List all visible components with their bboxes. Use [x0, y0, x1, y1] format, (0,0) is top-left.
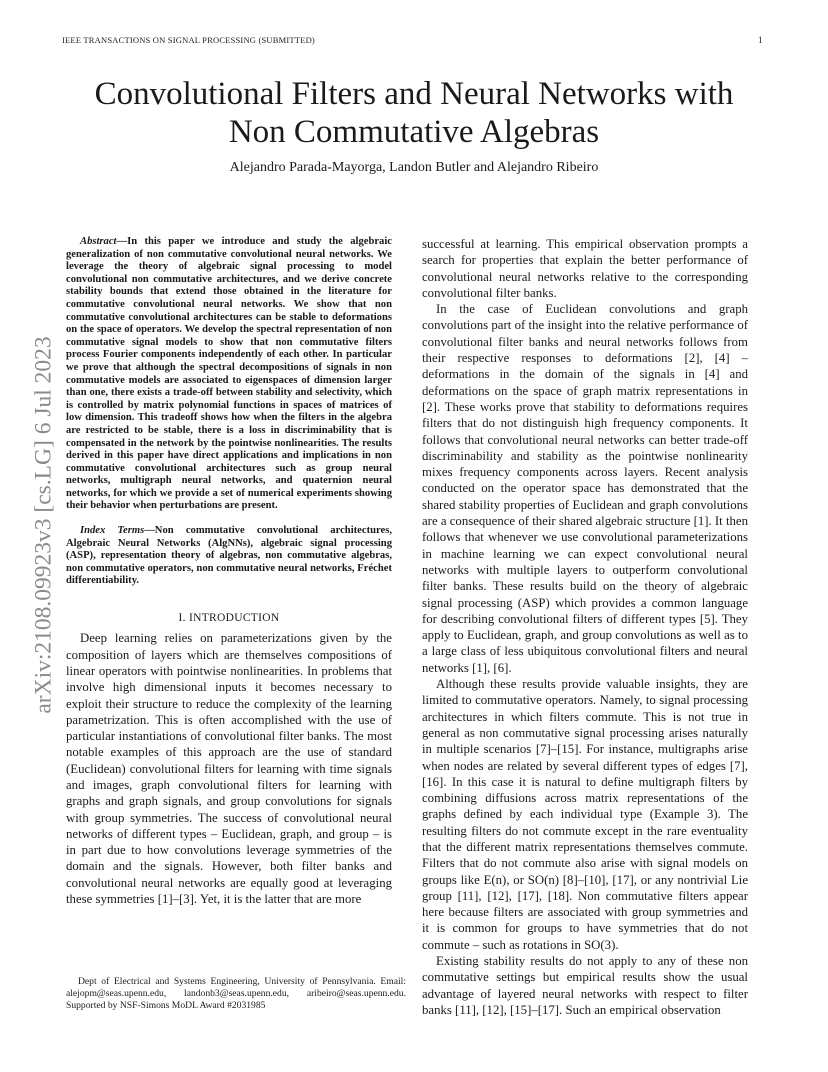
arxiv-sidebar	[30, 300, 58, 750]
title-line-2: Non Commutative Algebras	[228, 114, 600, 150]
intro-paragraph-5: Existing stability results do not apply to any of these non commutative settings but empirical results show the usual advantage of layered neural networks with respect to filter banks [11], [12], [15]–[17]. Such an empirical observation	[422, 954, 748, 1017]
intro-paragraph-3: In the case of Euclidean convolutions and graph convolutions part of the insight into the relative performance of convolutional filter banks and neural networks follows from their respective responses to deformations [2], [4] – deformations in the domain of the signals in [4] and deformations on the space of graph matrix representations in [2]. These works prove that stability to deformations requires filters that do not distinguish high frequency components. It follows that convolutional neural networks can better trade-off discriminability and stability as the pointwise nonlinearity mixes frequency components across layers. Recent analysis conducted on the operator space has demonstrated that the shared stability properties of Euclidean and graph convolutions are a consequence of their shared algebraic structure [1]. It then follows that whenever we use convolutional parameterizations in machine learning we can expect convolutional neural networks with multiple layers to outperform convolutional filter banks. These results build on the theory of algebraic signal processing (ASP) which provides a common language for describing convolutional filters of different types [5]. They apply to Euclidean, graph, and group convolutions as well as to a large class of less ubiquitous convolutional filters and neural networks [1], [6].	[422, 302, 748, 675]
intro-paragraph-1: Deep learning relies on parameterizations given by the composition of layers which are themselves compositions of linear operators with pointwise nonlinearities. In problems that involve high dimensional inputs it becomes necessary to exploit their structure to reduce the complexity of the learning parametrization. This is often accomplished with the use of particular instantiations of convolutional filter banks. The most notable examples of this approach are the use of standard (Euclidean) convolutional filters for learning with time signals and images, graph convolutional filters for learning with graphs and graph signals, and group convolutions for signals with group symmetries. The success of convolutional neural networks of different types – Euclidean, graph, and group – is in part due to how convolutions leverage symmetries of the domain and the signals. However, both filter banks and convolutional neural networks are equally good at leveraging these symmetries [1]–[3]. Yet, it is the latter that are more	[66, 631, 392, 907]
footnote: Dept of Electrical and Systems Engineering, University of Pennsylvania. Email: alejopm@seas.upenn.edu, landonb3@seas.upenn.edu, aribeiro@seas.upenn.edu. Supported by NSF-Simons MoDL Award #2031985	[66, 976, 406, 1011]
page-number: 1	[758, 35, 763, 45]
abstract: Abstract—In this paper we introduce and study the algebraic generalization of non commutative convolutional neural networks. We leverage the theory of algebraic signal processing to model convolutional non commutative architectures, and we derive concrete stability bounds that extend those obtained in the literature for commutative convolutional neural networks. We show that non commutative convolutional architectures can be stable to deformations on the space of operators. We develop the spectral representation of non commutative signal models to show that non commutative filters process Fourier components independently of each other. In particular we prove that although the spectral decompositions of signals in non commutative models are associated to eigenspaces of dimension larger than one, there exists a trade-off between stability and selectivity, which is controlled by matrix polynomial functions in spaces of matrices of low dimension. This tradeoff shows how when the filters in the algebra are restricted to be stable, there is a loss in discriminability that is compensated in the network by the pointwise nonlinearities. The results derived in this paper have direct applications and implications in non commutative convolutional architectures such as group neural networks, multigraph neural networks, and quaternion neural networks, for which we provide a set of numerical experiments showing their behavior when perturbations are present.	[66, 236, 392, 512]
intro-paragraph-2: successful at learning. This empirical observation prompts a search for properties that explain the better performance of convolutional neural networks relative to the corresponding convolutional filter banks.	[422, 237, 748, 300]
intro-paragraph-4: Although these results provide valuable insights, they are limited to commutative operators. Namely, to signal processing architectures in which filters commute. This is not true in general as non commutative signal processing arises naturally in multiple scenarios [7]–[15]. For instance, multigraphs arise when nodes are related by several different types of edges [7], [16]. In this case it is natural to define multigraph filters by combining diffusions across matrix representations of the graphs defined by each individual type (Example 3). The resulting filters do not commute except in the rare eventuality that the different matrix representations themselves commute. Filters that do not commute also arise with signal models on groups like E(n), or SO(n) [8]–[10], [17], or any nontrivial Lie group [11], [12], [17], [18]. Non commutative filters appear here because filters are associated with group symmetries and it is common for groups to have symmetries that do not commute – such as rotations in SO(3).	[422, 677, 748, 952]
section-heading: I. INTRODUCTION	[178, 612, 280, 625]
paper-title	[60, 75, 768, 151]
author-list: Alejandro Parada-Mayorga, Landon Butler and Alejandro Ribeiro	[229, 160, 599, 175]
title-line-1: Convolutional Filters and Neural Networks with	[94, 76, 734, 112]
index-terms: Index Terms—Non commutative convolutional architectures, Algebraic Neural Networks (AlgNNs), algebraic signal processing (ASP), representation theory of algebras, non commutative algebras, non commutative operators, non commutative neural networks, Fréchet differentiability.	[66, 525, 392, 587]
right-column	[422, 236, 748, 1018]
abstract-label: Abstract	[80, 236, 117, 247]
index-terms-label: Index Terms	[80, 525, 145, 537]
abstract-text: In this paper we introduce and study the algebraic generalization of non commutative convolutional neural networks. We leverage the theory of algebraic signal processing to model convolutional non commutative architectures, and we derive concrete stability bounds that extend those obtained in the literature for commutative convolutional neural networks. We show that non commutative convolutional architectures can be stable to deformations on the space of operators. We develop the spectral representation of non commutative signal models to show that non commutative filters process Fourier components independently of each other. In particular we prove that although the spectral decompositions of signals in non commutative models are associated to eigenspaces of dimension larger than one, there exists a trade-off between stability and selectivity, which is controlled by matrix polynomial functions in spaces of matrices of low dimension. This tradeoff shows how when the filters in the algebra are restricted to be stable, there is a loss in discriminability that is compensated in the network by the pointwise nonlinearities. The results derived in this paper have direct applications and implications in non commutative convolutional architectures such as group neural networks, multigraph neural networks, and quaternion neural networks, for which we provide a set of numerical experiments showing their behavior when perturbations are present.	[66, 236, 392, 512]
index-terms-text: Non commutative convolutional architectures, Algebraic Neural Networks (AlgNNs), algebraic signal processing (ASP), representation theory of algebras, non commutative algebras, non commutative operators, non commutative neural networks, Fréchet differentiability.	[66, 525, 392, 587]
running-head: IEEE TRANSACTIONS ON SIGNAL PROCESSING (SUBMITTED)	[62, 35, 315, 45]
left-column	[66, 236, 392, 907]
arxiv-identifier: arXiv:2108.09923v3 [cs.LG] 6 Jul 2023	[30, 336, 57, 714]
